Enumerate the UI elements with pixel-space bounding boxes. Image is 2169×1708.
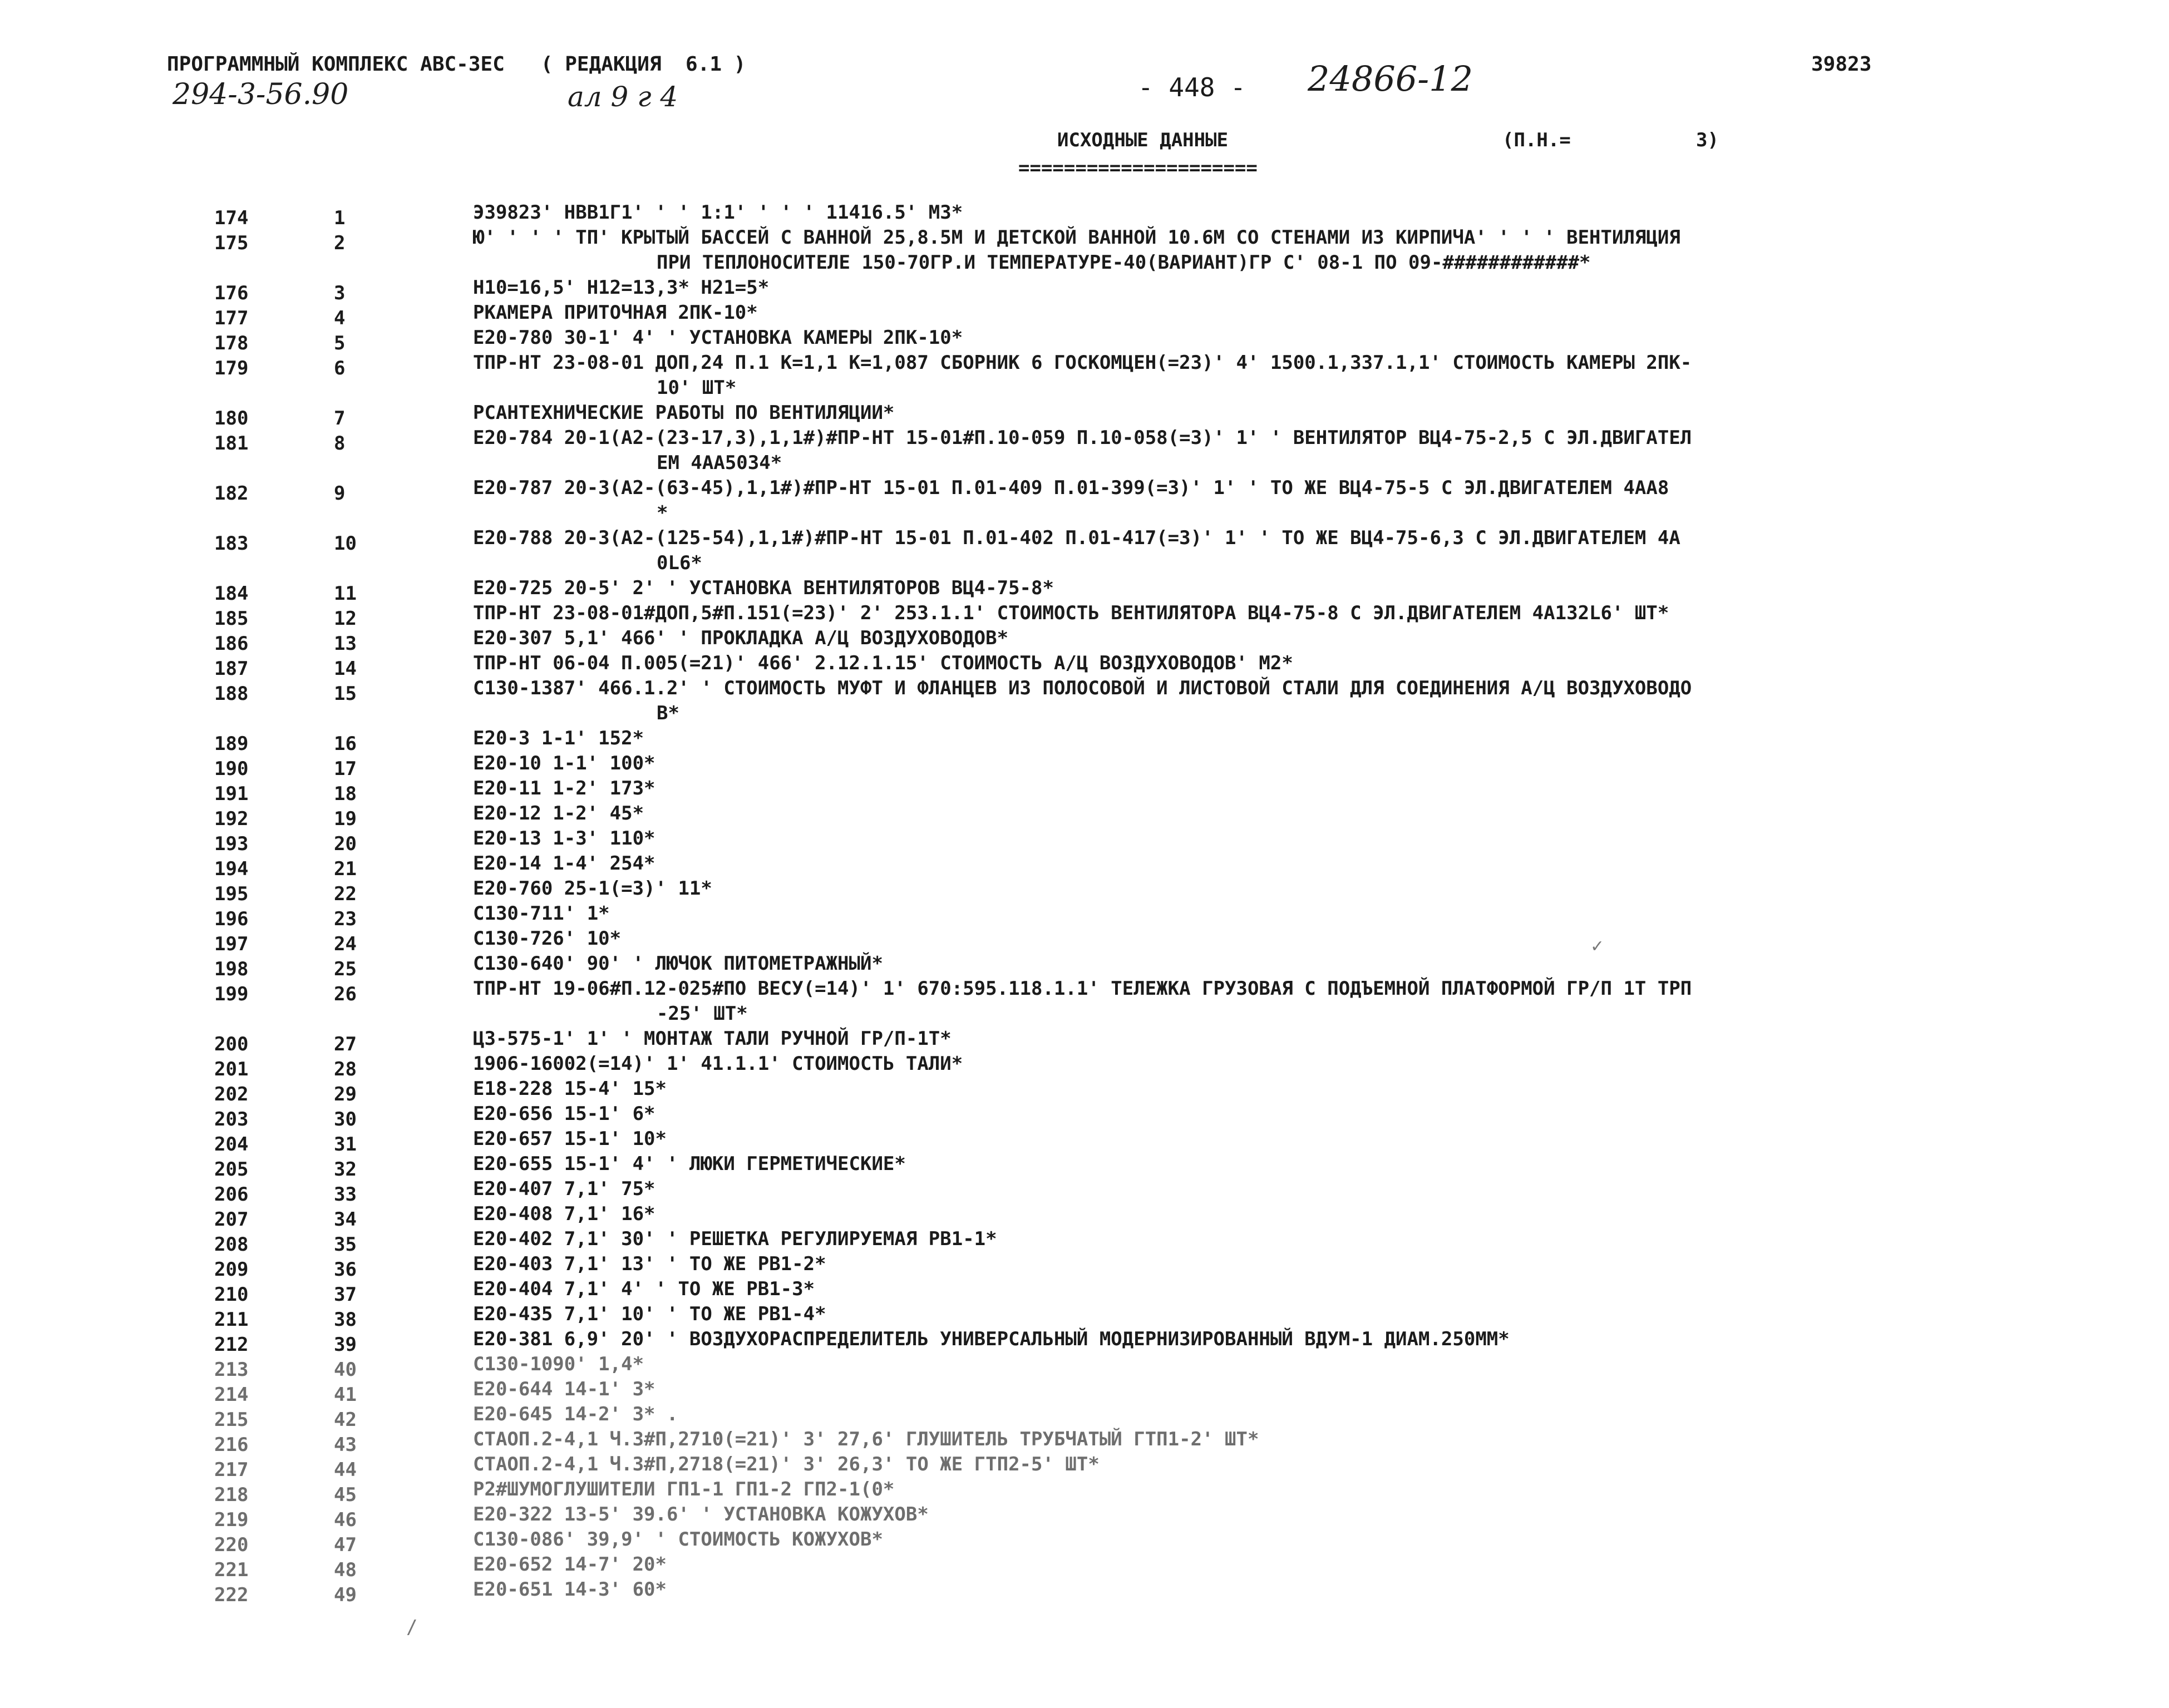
listing-row: [0, 676, 2169, 726]
record-text: Е20-656 15-1' 6*: [473, 1103, 655, 1125]
line-number: 212: [214, 1334, 249, 1356]
section-title: ИСХОДНЫЕ ДАННЫЕ: [1057, 129, 1229, 151]
handwritten-sheet-ref: ал 9 г 4: [568, 81, 678, 113]
record-text: Е20-725 20-5' 2' ' УСТАНОВКА ВЕНТИЛЯТОРОВ ВЦ4-75-8*: [473, 577, 1054, 599]
line-number: 210: [214, 1284, 249, 1306]
line-number: 216: [214, 1434, 249, 1456]
listing-row: [0, 1427, 2169, 1456]
item-number: 3: [334, 282, 346, 304]
item-number: 15: [334, 683, 357, 705]
item-number: 48: [334, 1559, 357, 1581]
line-number: 211: [214, 1309, 249, 1331]
item-number: 5: [334, 332, 346, 354]
item-number: 21: [334, 858, 357, 880]
listing-row: [0, 1327, 2169, 1356]
listing-row: [0, 1502, 2169, 1531]
item-number: 40: [334, 1359, 357, 1381]
line-number: 202: [214, 1083, 249, 1105]
line-number: 218: [214, 1484, 249, 1506]
listing-row: [0, 401, 2169, 430]
record-text: Е20-10 1-1' 100*: [473, 752, 655, 774]
record-text: Е20-11 1-2' 173*: [473, 777, 655, 799]
stray-mark: ✓: [1591, 935, 1603, 957]
record-text: Е20-645 14-2' 3* .: [473, 1403, 678, 1425]
program-title: ПРОГРАММНЫЙ КОМПЛЕКС АВС-3ЕС ( РЕДАКЦИЯ 6.1 ): [167, 53, 746, 76]
section-params: (П.Н.= 3): [1502, 129, 1719, 151]
listing-row: [0, 776, 2169, 805]
item-number: 46: [334, 1509, 357, 1531]
listing-row: [0, 901, 2169, 930]
item-number: 39: [334, 1334, 357, 1356]
line-number: 193: [214, 833, 249, 855]
record-text: Е20-655 15-1' 4' ' ЛЮКИ ГЕРМЕТИЧЕСКИЕ*: [473, 1153, 906, 1175]
item-number: 36: [334, 1258, 357, 1281]
line-number: 191: [214, 783, 249, 805]
line-number: 205: [214, 1158, 249, 1181]
record-continuation: ПРИ ТЕПЛОНОСИТЕЛЕ 150-70ГР.И ТЕМПЕРАТУРЕ-40(ВАРИАНТ)ГР С' 08-1 ПО 09-############*: [657, 251, 1591, 274]
listing-row: [0, 1552, 2169, 1581]
item-number: 22: [334, 883, 357, 905]
item-number: 4: [334, 307, 346, 329]
line-number: 182: [214, 482, 249, 505]
record-text: ТПР-НТ 23-08-01#ДОП,5#П.151(=23)' 2' 253.1.1' СТОИМОСТЬ ВЕНТИЛЯТОРА ВЦ4-75-8 С ЭЛ.ДВИГАТЕЛЕМ 4А132L6' ШТ*: [473, 602, 1669, 624]
item-number: 2: [334, 232, 346, 254]
item-number: 23: [334, 908, 357, 930]
listing-row: [0, 300, 2169, 329]
item-number: 13: [334, 633, 357, 655]
item-number: 28: [334, 1058, 357, 1080]
line-number: 207: [214, 1208, 249, 1231]
record-text: Е20-404 7,1' 4' ' ТО ЖЕ РВ1-3*: [473, 1278, 815, 1300]
record-text: СТАОП.2-4,1 Ч.3#П,2718(=21)' 3' 26,3' ТО ЖЕ ГТП2-5' ШТ*: [473, 1453, 1100, 1475]
item-number: 10: [334, 532, 357, 555]
item-number: 38: [334, 1309, 357, 1331]
listing-row: [0, 926, 2169, 955]
line-number: 198: [214, 958, 249, 980]
item-number: 41: [334, 1384, 357, 1406]
listing-row: [0, 1277, 2169, 1306]
record-text: Е20-403 7,1' 13' ' ТО ЖЕ РВ1-2*: [473, 1253, 826, 1275]
listing-row: [0, 1527, 2169, 1556]
listing-row: [0, 1026, 2169, 1055]
line-number: 199: [214, 983, 249, 1005]
record-continuation: *: [657, 502, 668, 524]
record-continuation: В*: [657, 702, 679, 724]
record-text: Е20-652 14-7' 20*: [473, 1553, 667, 1576]
listing-rows: [0, 200, 2169, 1606]
line-number: 206: [214, 1183, 249, 1206]
record-text: Ю' ' ' ' ТП' КРЫТЫЙ БАССЕЙ С ВАННОЙ 25,8.5М И ДЕТСКОЙ ВАННОЙ 10.6М СО СТЕНАМИ ИЗ КИРПИЧА' ' ' ' ВЕНТИЛЯЦИЯ: [473, 226, 1680, 249]
line-number: 185: [214, 608, 249, 630]
line-number: 217: [214, 1459, 249, 1481]
line-number: 178: [214, 332, 249, 354]
line-number: 214: [214, 1384, 249, 1406]
item-number: 24: [334, 933, 357, 955]
record-text: С130-711' 1*: [473, 902, 610, 925]
listing-row: [0, 826, 2169, 855]
record-continuation: 0L6*: [657, 552, 702, 574]
item-number: 11: [334, 583, 357, 605]
listing-row: [0, 976, 2169, 1026]
line-number: 194: [214, 858, 249, 880]
listing-row: [0, 801, 2169, 830]
item-number: 31: [334, 1133, 357, 1156]
record-text: С130-726' 10*: [473, 927, 622, 950]
record-text: Е20-780 30-1' 4' ' УСТАНОВКА КАМЕРЫ 2ПК-10*: [473, 327, 963, 349]
item-number: 47: [334, 1534, 357, 1556]
record-text: С130-640' 90' ' ЛЮЧОК ПИТОМЕТРАЖНЫЙ*: [473, 952, 883, 975]
listing-row: [0, 1102, 2169, 1131]
listing-row: [0, 601, 2169, 630]
record-text: Е20-408 7,1' 16*: [473, 1203, 655, 1225]
record-text: Е20-381 6,9' 20' ' ВОЗДУХОРАСПРЕДЕЛИТЕЛЬ УНИВЕРСАЛЬНЫЙ МОДЕРНИЗИРОВАННЫЙ ВДУМ-1 ДИАМ.250ММ*: [473, 1328, 1510, 1350]
line-number: 200: [214, 1033, 249, 1055]
line-number: 219: [214, 1509, 249, 1531]
line-number: 215: [214, 1409, 249, 1431]
listing-row: [0, 651, 2169, 680]
listing-row: [0, 351, 2169, 401]
listing-row: [0, 851, 2169, 880]
item-number: 34: [334, 1208, 357, 1231]
line-number: 192: [214, 808, 249, 830]
listing-row: [0, 1152, 2169, 1181]
handwritten-project-code: 294-3-56.90: [172, 78, 349, 111]
record-continuation: 10' ШТ*: [657, 377, 737, 399]
line-number: 179: [214, 357, 249, 379]
item-number: 25: [334, 958, 357, 980]
item-number: 49: [334, 1584, 357, 1606]
listing-row: [0, 225, 2169, 275]
item-number: 19: [334, 808, 357, 830]
record-text: РСАНТЕХНИЧЕСКИЕ РАБОТЫ ПО ВЕНТИЛЯЦИИ*: [473, 402, 895, 424]
record-text: Е20-322 13-5' 39.6' ' УСТАНОВКА КОЖУХОВ*: [473, 1503, 929, 1526]
stray-mark: /: [406, 1616, 418, 1638]
record-text: ТПР-НТ 19-06#П.12-025#ПО ВЕСУ(=14)' 1' 670:595.118.1.1' ТЕЛЕЖКА ГРУЗОВАЯ С ПОДЪЕМНОЙ ПЛАТФОРМОЙ ГР/П 1Т ТРП: [473, 978, 1692, 1000]
line-number: 186: [214, 633, 249, 655]
line-number: 201: [214, 1058, 249, 1080]
record-text: Е20-12 1-2' 45*: [473, 802, 644, 825]
item-number: 43: [334, 1434, 357, 1456]
line-number: 213: [214, 1359, 249, 1381]
listing-row: [0, 626, 2169, 655]
line-number: 183: [214, 532, 249, 555]
line-number: 220: [214, 1534, 249, 1556]
listing-row: [0, 1202, 2169, 1231]
item-number: 29: [334, 1083, 357, 1105]
listing-row: [0, 200, 2169, 229]
listing-row: [0, 1577, 2169, 1606]
record-text: Е20-435 7,1' 10' ' ТО ЖЕ РВ1-4*: [473, 1303, 826, 1325]
listing-row: [0, 1227, 2169, 1256]
item-number: 42: [334, 1409, 357, 1431]
line-number: 197: [214, 933, 249, 955]
line-number: 177: [214, 307, 249, 329]
item-number: 45: [334, 1484, 357, 1506]
record-text: 1906-16002(=14)' 1' 41.1.1' СТОИМОСТЬ ТАЛИ*: [473, 1053, 963, 1075]
item-number: 35: [334, 1233, 357, 1256]
record-text: С130-086' 39,9' ' СТОИМОСТЬ КОЖУХОВ*: [473, 1528, 883, 1551]
record-text: СТАОП.2-4,1 Ч.3#П,2710(=21)' 3' 27,6' ГЛУШИТЕЛЬ ТРУБЧАТЫЙ ГТП1-2' ШТ*: [473, 1428, 1259, 1450]
record-text: Е18-228 15-4' 15*: [473, 1078, 667, 1100]
listing-row: [0, 1452, 2169, 1481]
item-number: 16: [334, 733, 357, 755]
record-text: Е20-784 20-1(А2-(23-17,3),1,1#)#ПР-НТ 15-01#П.10-059 П.10-058(=3)' 1' ' ВЕНТИЛЯТОР ВЦ4-75-2,5 С ЭЛ.ДВИГАТЕЛ: [473, 427, 1692, 449]
listing-row: [0, 876, 2169, 905]
record-text: Е20-407 7,1' 75*: [473, 1178, 655, 1200]
listing-row: [0, 526, 2169, 576]
record-continuation: -25' ШТ*: [657, 1003, 748, 1025]
record-text: Е20-787 20-3(А2-(63-45),1,1#)#ПР-НТ 15-01 П.01-409 П.01-399(=3)' 1' ' ТО ЖЕ ВЦ4-75-5 С ЭЛ.ДВИГАТЕЛЕМ 4АА8: [473, 477, 1669, 499]
record-text: Э39823' НВВ1Г1' ' ' 1:1' ' ' ' 11416.5' М3*: [473, 201, 963, 224]
record-text: Е20-644 14-1' 3*: [473, 1378, 655, 1400]
listing-row: [0, 726, 2169, 755]
listing-row: [0, 1252, 2169, 1281]
line-number: 203: [214, 1108, 249, 1131]
listing-row: [0, 275, 2169, 304]
record-text: Е20-788 20-3(А2-(125-54),1,1#)#ПР-НТ 15-01 П.01-402 П.01-417(=3)' 1' ' ТО ЖЕ ВЦ4-75-6,3 С ЭЛ.ДВИГАТЕЛЕМ 4А: [473, 527, 1680, 549]
record-text: Е20-657 15-1' 10*: [473, 1128, 667, 1150]
line-number: 174: [214, 207, 249, 229]
record-continuation: ЕМ 4АА5034*: [657, 452, 782, 474]
item-number: 17: [334, 758, 357, 780]
record-text: С130-1387' 466.1.2' ' СТОИМОСТЬ МУФТ И ФЛАНЦЕВ ИЗ ПОЛОСОВОЙ И ЛИСТОВОЙ СТАЛИ ДЛЯ СОЕДИНЕНИЯ А/Ц ВОЗДУХОВОДО: [473, 677, 1692, 699]
line-number: 175: [214, 232, 249, 254]
document-number: 39823: [1811, 53, 1872, 76]
item-number: 37: [334, 1284, 357, 1306]
record-text: Р2#ШУМОГЛУШИТЕЛИ ГП1-1 ГП1-2 ГП2-1(0*: [473, 1478, 895, 1500]
record-text: С130-1090' 1,4*: [473, 1353, 644, 1375]
listing-row: [0, 1052, 2169, 1080]
item-number: 44: [334, 1459, 357, 1481]
listing-row: [0, 1077, 2169, 1105]
line-number: 222: [214, 1584, 249, 1606]
listing-row: [0, 476, 2169, 526]
item-number: 20: [334, 833, 357, 855]
listing-row: [0, 1377, 2169, 1406]
item-number: 26: [334, 983, 357, 1005]
line-number: 181: [214, 432, 249, 455]
line-number: 187: [214, 658, 249, 680]
item-number: 33: [334, 1183, 357, 1206]
listing-row: [0, 426, 2169, 476]
item-number: 8: [334, 432, 346, 455]
listing-row: [0, 1302, 2169, 1331]
line-number: 208: [214, 1233, 249, 1256]
listing-row: [0, 325, 2169, 354]
line-number: 180: [214, 407, 249, 430]
item-number: 6: [334, 357, 346, 379]
record-text: Е20-307 5,1' 466' ' ПРОКЛАДКА А/Ц ВОЗДУХОВОДОВ*: [473, 627, 1009, 649]
section-underline: =====================: [1018, 157, 1258, 179]
record-text: Е20-402 7,1' 30' ' РЕШЕТКА РЕГУЛИРУЕМАЯ РВ1-1*: [473, 1228, 997, 1250]
item-number: 14: [334, 658, 357, 680]
page-number: - 448 -: [1138, 72, 1246, 102]
record-text: Ц3-575-1' 1' ' МОНТАЖ ТАЛИ РУЧНОЙ ГР/П-1Т*: [473, 1028, 952, 1050]
listing-row: [0, 1402, 2169, 1431]
record-text: Е20-651 14-3' 60*: [473, 1578, 667, 1601]
listing-row: [0, 576, 2169, 605]
record-text: РКАМЕРА ПРИТОЧНАЯ 2ПК-10*: [473, 302, 758, 324]
line-number: 189: [214, 733, 249, 755]
line-number: 188: [214, 683, 249, 705]
item-number: 27: [334, 1033, 357, 1055]
record-text: Е20-760 25-1(=3)' 11*: [473, 877, 712, 900]
item-number: 30: [334, 1108, 357, 1131]
line-number: 176: [214, 282, 249, 304]
record-text: ТПР-НТ 23-08-01 ДОП,24 П.1 К=1,1 К=1,087 СБОРНИК 6 ГОСКОМЦЕН(=23)' 4' 1500.1,337.1,1' СТОИМОСТЬ КАМЕРЫ 2ПК-: [473, 352, 1692, 374]
item-number: 12: [334, 608, 357, 630]
listing-row: [0, 951, 2169, 980]
line-number: 184: [214, 583, 249, 605]
record-text: Е20-13 1-3' 110*: [473, 827, 655, 850]
line-number: 221: [214, 1559, 249, 1581]
line-number: 196: [214, 908, 249, 930]
line-number: 209: [214, 1258, 249, 1281]
listing-row: [0, 1127, 2169, 1156]
item-number: 1: [334, 207, 346, 229]
record-text: ТПР-НТ 06-04 П.005(=21)' 466' 2.12.1.15' СТОИМОСТЬ А/Ц ВОЗДУХОВОДОВ' М2*: [473, 652, 1293, 674]
handwritten-document-number: 24866-12: [1308, 58, 1473, 99]
record-text: Н10=16,5' Н12=13,3* Н21=5*: [473, 277, 770, 299]
record-text: Е20-3 1-1' 152*: [473, 727, 644, 749]
line-number: 190: [214, 758, 249, 780]
line-number: 204: [214, 1133, 249, 1156]
listing-row: [0, 1352, 2169, 1381]
item-number: 7: [334, 407, 346, 430]
record-text: Е20-14 1-4' 254*: [473, 852, 655, 875]
item-number: 32: [334, 1158, 357, 1181]
line-number: 195: [214, 883, 249, 905]
item-number: 9: [334, 482, 346, 505]
item-number: 18: [334, 783, 357, 805]
listing-row: [0, 1177, 2169, 1206]
listing-row: [0, 751, 2169, 780]
listing-row: [0, 1477, 2169, 1506]
